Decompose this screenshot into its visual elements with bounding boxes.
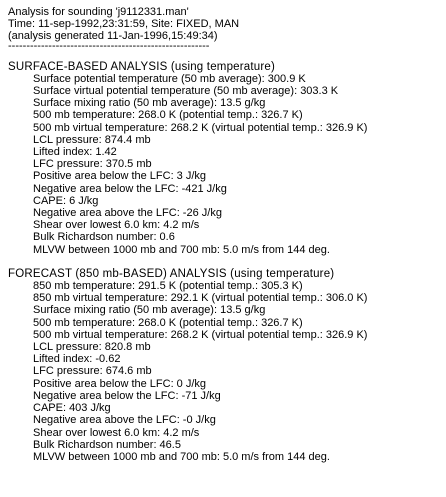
forecast-line: 850 mb virtual temperature: 292.1 K (virtual potential temp.: 306.0 K) — [33, 292, 368, 305]
forecast-line: LFC pressure: 674.6 mb — [33, 365, 152, 378]
forecast-line: LCL pressure: 820.8 mb — [33, 341, 151, 354]
report-generated: (analysis generated 11-Jan-1996,15:49:34) — [8, 30, 218, 43]
surface-line: CAPE: 6 J/kg — [33, 194, 99, 207]
surface-line: Surface virtual potential temperature (50 mb average): 303.3 K — [33, 85, 339, 98]
forecast-line: CAPE: 403 J/kg — [33, 402, 111, 415]
forecast-line: Negative area below the LFC: -71 J/kg — [33, 389, 221, 402]
surface-section-title: SURFACE-BASED ANALYSIS (using temperature) — [8, 60, 276, 73]
surface-line: Negative area above the LFC: -26 J/kg — [33, 207, 222, 220]
report-header — [8, 6, 444, 51]
report-time-site: Time: 11-sep-1992,23:31:59, Site: FIXED, MAN — [8, 18, 240, 31]
surface-line: Surface potential temperature (50 mb average): 300.9 K — [33, 72, 306, 85]
surface-based-section — [8, 61, 444, 256]
forecast-line: Lifted index: -0.62 — [33, 353, 121, 366]
surface-line: Lifted index: 1.42 — [33, 146, 117, 159]
forecast-line: Negative area above the LFC: -0 J/kg — [33, 414, 216, 427]
surface-line: Negative area below the LFC: -421 J/kg — [33, 182, 227, 195]
surface-line: LFC pressure: 370.5 mb — [33, 158, 152, 171]
forecast-line: MLVW between 1000 mb and 700 mb: 5.0 m/s from 144 deg. — [33, 450, 330, 463]
surface-lines — [8, 73, 444, 256]
forecast-line: Bulk Richardson number: 46.5 — [33, 438, 181, 451]
surface-line: LCL pressure: 874.4 mb — [33, 133, 151, 146]
forecast-line: Shear over lowest 6.0 km: 4.2 m/s — [33, 426, 200, 439]
surface-line: Bulk Richardson number: 0.6 — [33, 231, 175, 244]
report-title: Analysis for sounding 'j9112331.man' — [8, 6, 189, 18]
forecast-section-title: FORECAST (850 mb-BASED) ANALYSIS (using temperature) — [8, 267, 335, 280]
forecast-line: Positive area below the LFC: 0 J/kg — [33, 377, 207, 390]
forecast-line: 500 mb virtual temperature: 268.2 K (virtual potential temp.: 326.9 K) — [33, 328, 368, 341]
surface-line: Positive area below the LFC: 3 J/kg — [33, 170, 207, 183]
sounding-report — [8, 6, 444, 463]
surface-line: 500 mb temperature: 268.0 K (potential temp.: 326.7 K) — [33, 109, 303, 122]
header-rule: ------------------------------------------------------- — [8, 42, 210, 51]
forecast-line: 500 mb temperature: 268.0 K (potential temp.: 326.7 K) — [33, 316, 303, 329]
forecast-line: Surface mixing ratio (50 mb average): 13.5 g/kg — [33, 304, 266, 317]
surface-line: Surface mixing ratio (50 mb average): 13.5 g/kg — [33, 97, 266, 110]
forecast-section — [8, 268, 444, 463]
surface-line: 500 mb virtual temperature: 268.2 K (virtual potential temp.: 326.9 K) — [33, 121, 368, 134]
surface-line: MLVW between 1000 mb and 700 mb: 5.0 m/s from 144 deg. — [33, 243, 330, 256]
forecast-lines — [8, 280, 444, 463]
forecast-line: 850 mb temperature: 291.5 K (potential temp.: 305.3 K) — [33, 280, 303, 293]
surface-line: Shear over lowest 6.0 km: 4.2 m/s — [33, 219, 200, 232]
